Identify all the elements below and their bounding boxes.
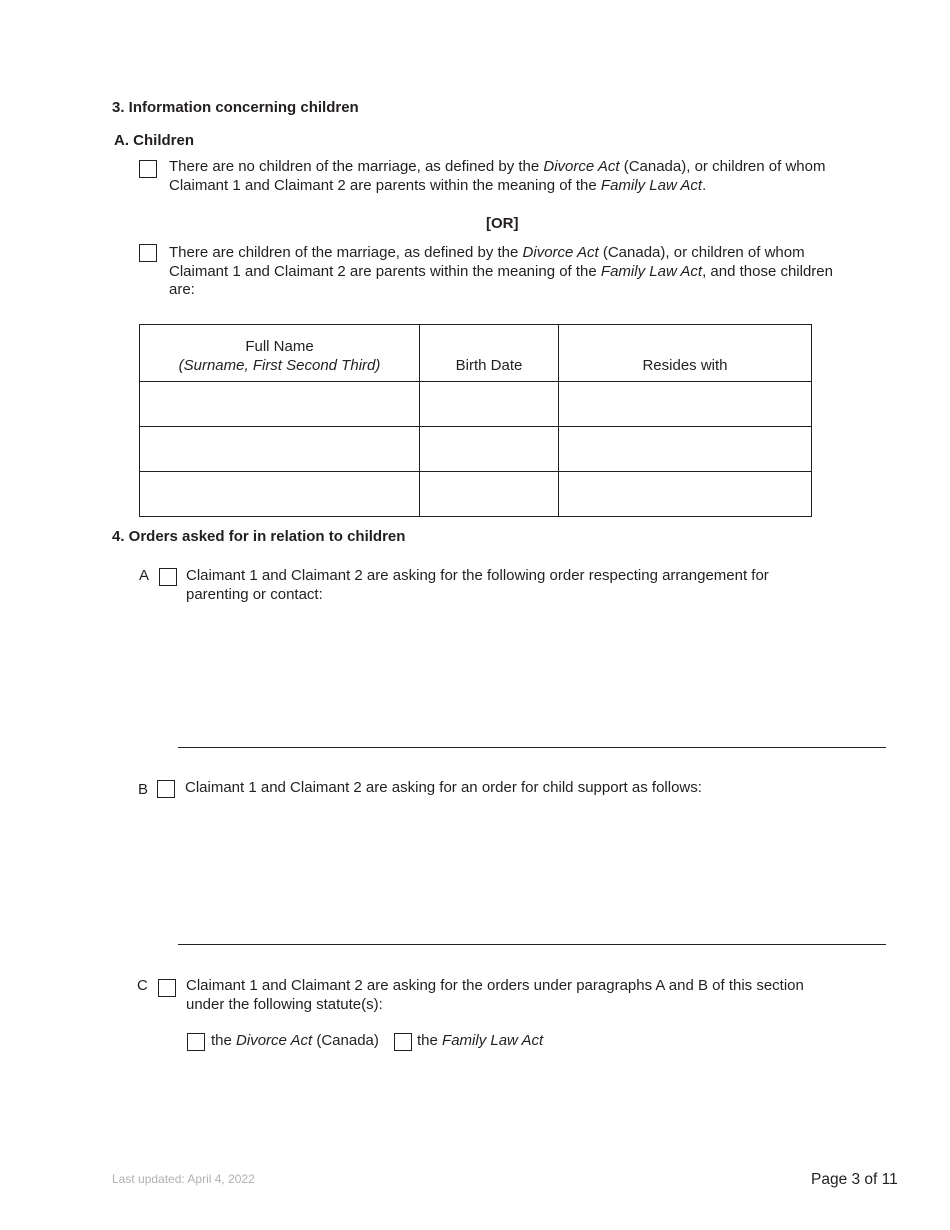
- page-number: Page 3 of 11: [811, 1171, 898, 1188]
- subsection-a-children-title: A. Children: [114, 132, 195, 149]
- table-row: [140, 472, 812, 517]
- birth-date-cell[interactable]: [420, 427, 559, 472]
- resides-with-cell[interactable]: [559, 472, 812, 517]
- item-c-letter: C: [137, 977, 148, 994]
- statute-orders-text: Claimant 1 and Claimant 2 are asking for the orders under paragraphs A and B of this section under the following statute(s):: [186, 977, 804, 1013]
- section-3-title: 3. Information concerning children: [112, 99, 359, 116]
- last-updated-text: Last updated: April 4, 2022: [112, 1172, 255, 1186]
- divorce-act-label: the Divorce Act (Canada): [211, 1032, 379, 1049]
- family-law-act-label: the Family Law Act: [417, 1032, 544, 1049]
- children-table: [139, 324, 812, 517]
- parenting-order-checkbox[interactable]: [159, 568, 177, 586]
- resides-with-cell[interactable]: [559, 427, 812, 472]
- item-a-letter: A: [139, 567, 150, 584]
- child-support-checkbox[interactable]: [157, 780, 175, 798]
- resides-with-header: Resides with: [559, 325, 812, 382]
- parenting-order-text: Claimant 1 and Claimant 2 are asking for the following order respecting arrangement for parenting or contact:: [186, 567, 769, 603]
- parenting-order-answer-line[interactable]: [178, 747, 886, 748]
- no-children-checkbox[interactable]: [139, 160, 157, 178]
- full-name-cell[interactable]: [140, 472, 420, 517]
- child-support-text: Claimant 1 and Claimant 2 are asking for an order for child support as follows:: [185, 779, 702, 796]
- has-children-text: There are children of the marriage, as defined by the Divorce Act (Canada), or children of whom Claimant 1 and Claimant 2 are parents within the meaning of the Family Law Act, and those children are:: [169, 244, 833, 298]
- birth-date-cell[interactable]: [420, 382, 559, 427]
- birth-date-cell[interactable]: [420, 472, 559, 517]
- birth-date-header: Birth Date: [420, 325, 559, 382]
- full-name-cell[interactable]: [140, 427, 420, 472]
- full-name-cell[interactable]: [140, 382, 420, 427]
- table-row: [140, 382, 812, 427]
- child-support-answer-line[interactable]: [178, 944, 886, 945]
- section-4-title: 4. Orders asked for in relation to children: [112, 528, 406, 545]
- has-children-checkbox[interactable]: [139, 244, 157, 262]
- family-law-act-checkbox[interactable]: [394, 1033, 412, 1051]
- table-row: [140, 427, 812, 472]
- children-table-header: [140, 325, 812, 382]
- resides-with-cell[interactable]: [559, 382, 812, 427]
- divorce-act-checkbox[interactable]: [187, 1033, 205, 1051]
- item-b-letter: B: [138, 781, 149, 798]
- or-separator: [OR]: [486, 215, 519, 232]
- no-children-text: There are no children of the marriage, as defined by the Divorce Act (Canada), or children of whom Claimant 1 and Claimant 2 are parents within the meaning of the Family Law Act.: [169, 158, 826, 194]
- statute-orders-checkbox[interactable]: [158, 979, 176, 997]
- full-name-header: Full Name (Surname, First Second Third): [140, 325, 420, 382]
